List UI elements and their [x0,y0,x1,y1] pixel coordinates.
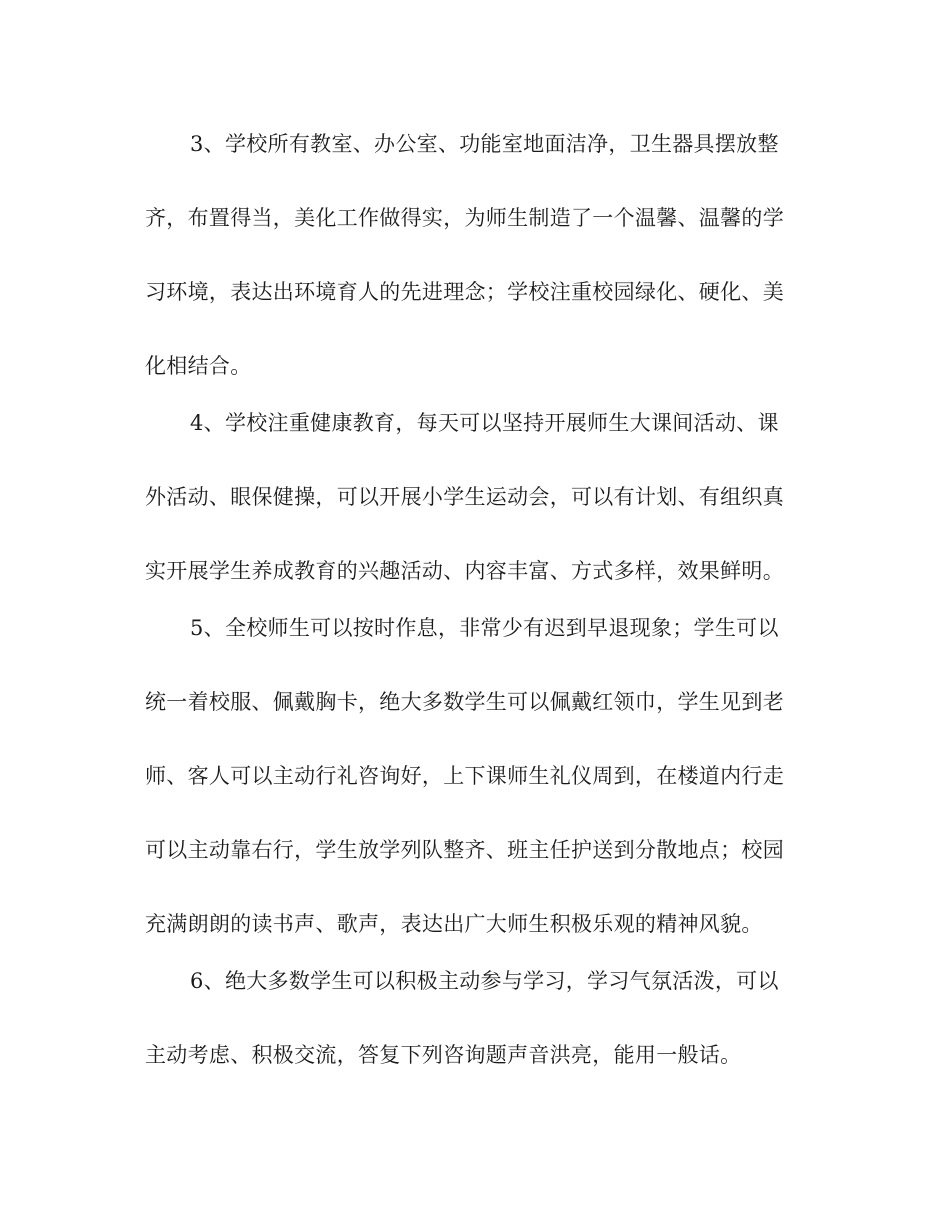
paragraph-5-line-2: 统一着校服、佩戴胸卡，绝大多数学生可以佩戴红领巾，学生见到老 [145,690,784,714]
paragraph-5-line-3: 师、客人可以主动行礼咨询好，上下课师生礼仪周到，在楼道内行走 [145,764,784,788]
paragraph-4-line-3: 实开展学生养成教育的兴趣活动、内容丰富、方式多样，效果鲜明。 [145,559,784,583]
paragraph-4-line-1: 4、学校注重健康教育，每天可以坚持开展师生大课间活动、课 [190,411,779,435]
paragraph-4-line-2: 外活动、眼保健操，可以开展小学生运动会，可以有计划、有组织真 [145,485,784,509]
paragraph-3-line-1: 3、学校所有教室、办公室、功能室地面洁净，卫生器具摆放整 [190,132,779,156]
paragraph-6-line-2: 主动考虑、积极交流，答复下列咨询题声音洪亮，能用一般话。 [145,1043,742,1067]
paragraph-5-line-1: 5、全校师生可以按时作息，非常少有迟到早退现象；学生可以 [190,616,779,640]
paragraph-6-line-1: 6、绝大多数学生可以积极主动参与学习，学习气氛活泼，可以 [190,969,779,993]
paragraph-3-line-4: 化相结合。 [145,354,252,378]
paragraph-5-line-5: 充满朗朗的读书声、歌声，表达出广大师生积极乐观的精神风貌。 [145,912,763,936]
paragraph-5-line-4: 可以主动靠右行，学生放学列队整齐、班主任护送到分散地点；校园 [145,838,784,862]
paragraph-3-line-2: 齐，布置得当，美化工作做得实，为师生制造了一个温馨、温馨的学 [145,206,784,230]
paragraph-3-line-3: 习环境，表达出环境育人的先进理念；学校注重校园绿化、硬化、美 [145,280,784,304]
